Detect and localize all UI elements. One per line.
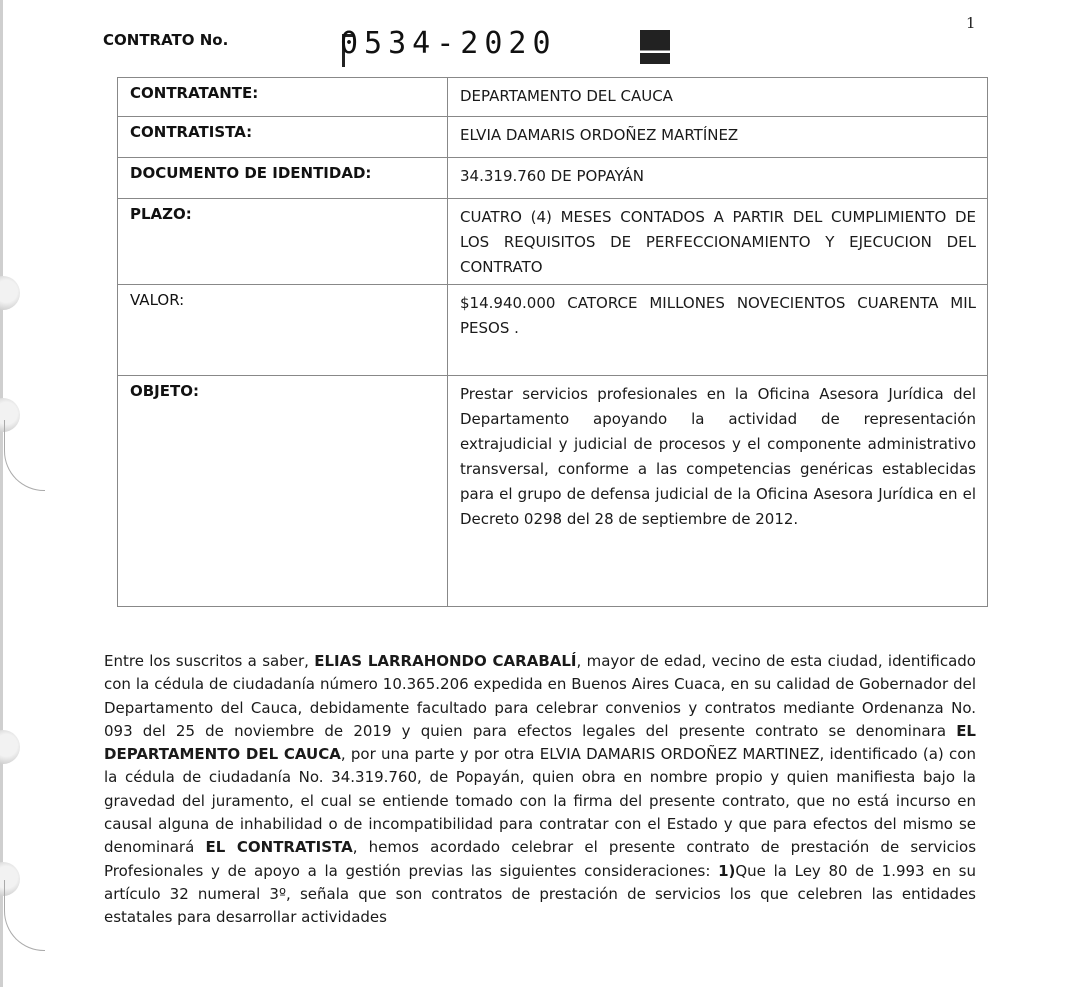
table-row — [118, 376, 988, 607]
body-text-segment: , hemos acordado celebrar el presente contrato de prestación de servicios Profesionales y de apoyo a la gestión previas las siguientes consideraciones: — [104, 838, 977, 880]
page-left-edge — [0, 0, 3, 987]
body-text-segment: , por una parte y por otra ELVIA DAMARIS ORDOÑEZ MARTINEZ, identificado (a) con la cédula de ciudadanía No. 34.319.760, de Popayán, quien obra en nombre propio y quien manifiesta bajo la gravedad del juramento, el cual se entiende tomado con la firma del presente contrato, que no está incurso en causal alguna de inhabilidad o de incompatibilidad para contratar con el Estado y que para efectos del mismo se denominará — [104, 745, 976, 857]
table-row — [118, 199, 988, 285]
page-number: 1 — [966, 14, 976, 32]
documento-label: DOCUMENTO DE IDENTIDAD: — [118, 158, 448, 199]
body-text-segment: Que la Ley 80 de 1.993 en su artículo 32 numeral 3º, señala que son contratos de prestación de servicios los que celebren las entidades estatales para desarrollar actividades — [104, 861, 976, 927]
binder-hole — [0, 276, 20, 310]
consideration-number: 1) — [718, 861, 736, 880]
documento-value: 34.319.760 DE POPAYÁN — [448, 158, 988, 199]
plazo-value: CUATRO (4) MESES CONTADOS A PARTIR DEL CUMPLIMIENTO DE LOS REQUISITOS DE PERFECCIONAMIENTO Y EJECUCION DEL CONTRATO — [448, 199, 988, 285]
plazo-label: PLAZO: — [118, 199, 448, 285]
department-designation: EL DEPARTAMENTO DEL CAUCA — [104, 721, 976, 764]
page-edge-curl — [4, 420, 45, 491]
contract-number: 0534-2020 — [340, 26, 557, 61]
stamp-block — [640, 30, 670, 64]
contract-label: CONTRATO No. — [103, 31, 229, 49]
contractor-designation: EL CONTRATISTA — [205, 838, 353, 857]
binder-hole — [0, 730, 20, 764]
table-row — [118, 158, 988, 199]
body-text-segment: Entre los suscritos a saber, — [104, 652, 315, 670]
contract-info-table — [117, 77, 988, 607]
objeto-label: OBJETO: — [118, 376, 448, 607]
contratista-label: CONTRATISTA: — [118, 117, 448, 158]
contratante-label: CONTRATANTE: — [118, 78, 448, 117]
page-edge-curl — [4, 880, 45, 951]
contratante-value: DEPARTAMENTO DEL CAUCA — [448, 78, 988, 117]
contract-body-paragraph — [104, 650, 976, 930]
valor-label: VALOR: — [118, 285, 448, 376]
objeto-value: Prestar servicios profesionales en la Oficina Asesora Jurídica del Departamento apoyando la actividad de representación extrajudicial y judicial de procesos y el componente administrativo transversal, conforme a las competencias genéricas establecidas para el grupo de defensa judicial de la Oficina Asesora Jurídica en el Decreto 0298 del 28 de septiembre de 2012. — [448, 376, 988, 607]
body-text-segment: , mayor de edad, vecino de esta ciudad, identificado con la cédula de ciudadanía número 10.365.206 expedida en Buenos Aires Cuaca, en su calidad de Gobernador del Departamento del Cauca, debidamente facultado para celebrar convenios y contratos mediante Ordenanza No. 093 del 25 de noviembre de 2019 y quien para efectos legales del presente contrato se denominara — [104, 652, 976, 740]
valor-value: $14.940.000 CATORCE MILLONES NOVECIENTOS CUARENTA MIL PESOS . — [448, 285, 988, 376]
table-row — [118, 285, 988, 376]
table-row — [118, 78, 988, 117]
contratista-value: ELVIA DAMARIS ORDOÑEZ MARTÍNEZ — [448, 117, 988, 158]
table-row — [118, 117, 988, 158]
governor-name: ELIAS LARRAHONDO CARABALÍ — [314, 652, 577, 670]
